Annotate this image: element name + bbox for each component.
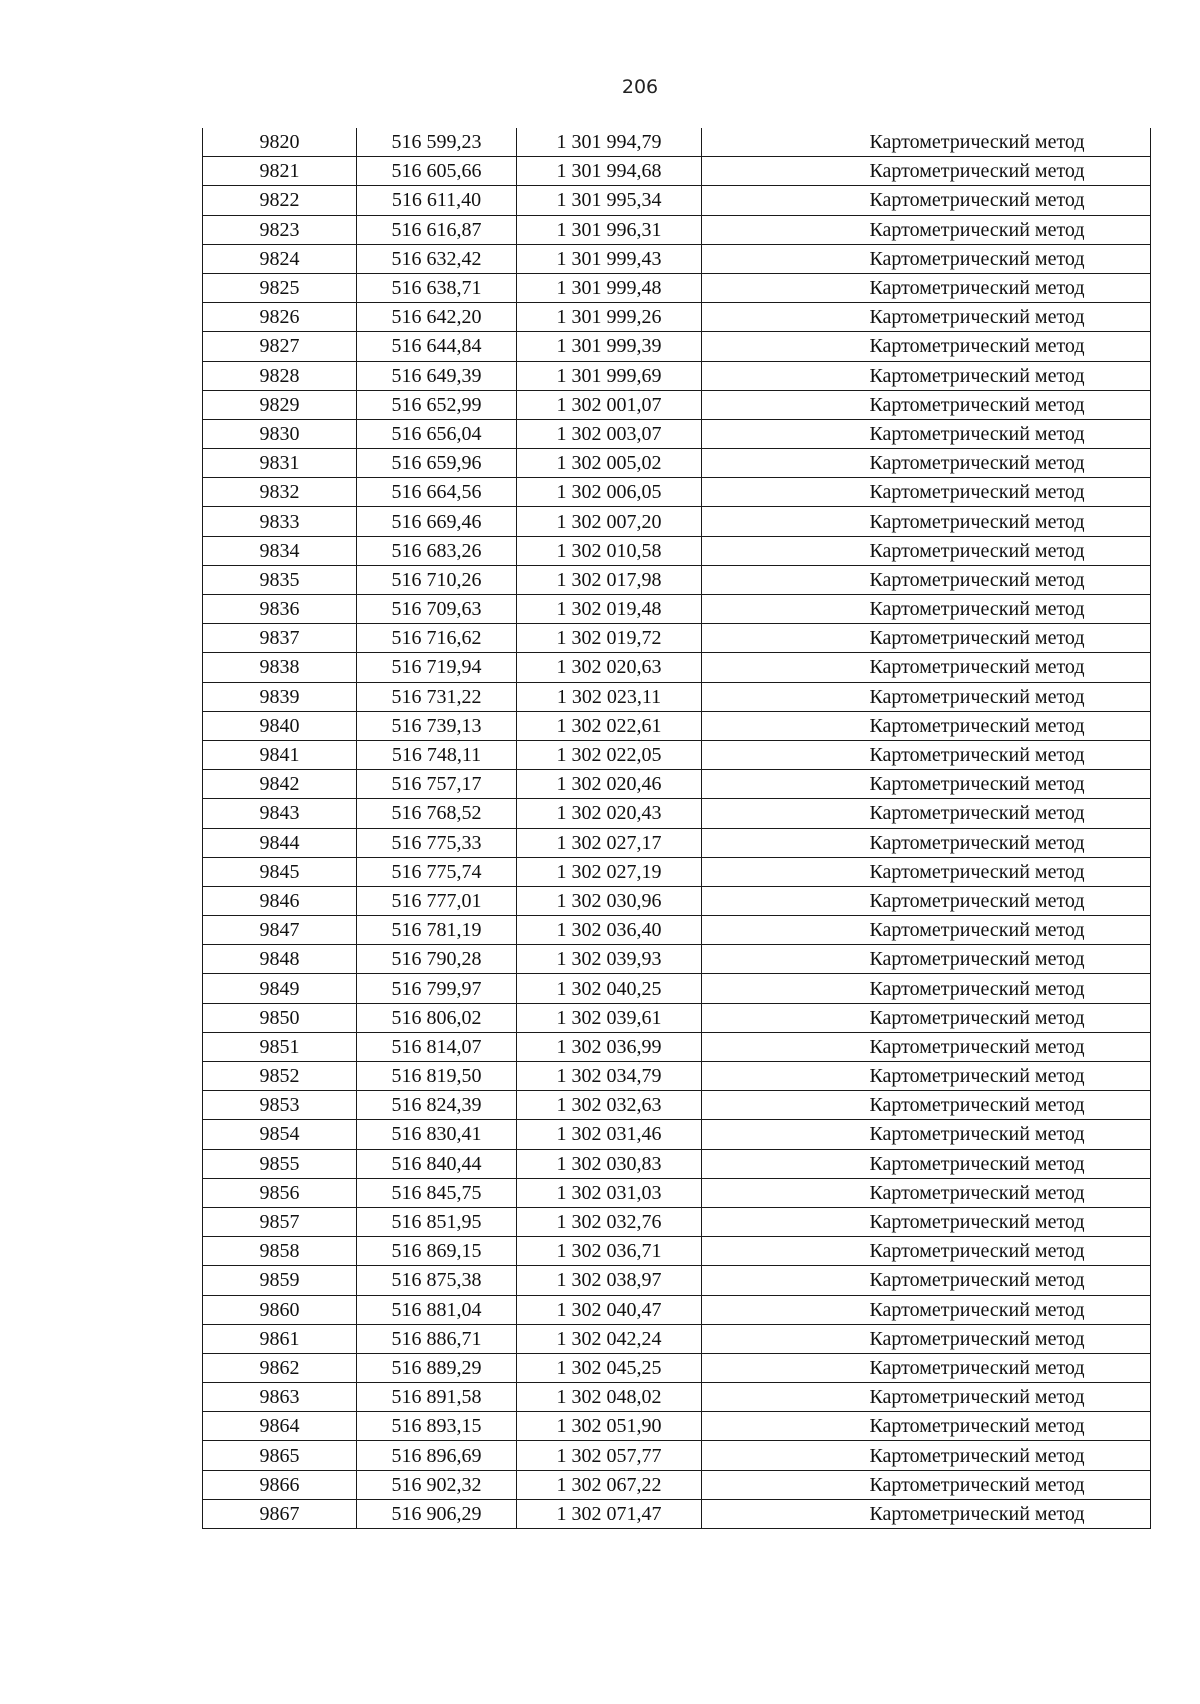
method-cell: Картометрический метод xyxy=(702,1120,1151,1149)
point-number-cell: 9833 xyxy=(203,507,357,536)
method-cell: Картометрический метод xyxy=(702,157,1151,186)
point-number-cell: 9828 xyxy=(203,361,357,390)
point-number-cell: 9843 xyxy=(203,799,357,828)
method-cell: Картометрический метод xyxy=(702,1324,1151,1353)
table-row xyxy=(203,1441,1151,1470)
x-coordinate-cell: 516 896,69 xyxy=(357,1441,517,1470)
method-cell: Картометрический метод xyxy=(702,1091,1151,1120)
table-row xyxy=(203,1412,1151,1441)
x-coordinate-cell: 516 605,66 xyxy=(357,157,517,186)
x-coordinate-cell: 516 851,95 xyxy=(357,1207,517,1236)
x-coordinate-cell: 516 611,40 xyxy=(357,186,517,215)
point-number-cell: 9835 xyxy=(203,565,357,594)
point-number-cell: 9861 xyxy=(203,1324,357,1353)
y-coordinate-cell: 1 301 999,26 xyxy=(517,303,702,332)
point-number-cell: 9848 xyxy=(203,945,357,974)
point-number-cell: 9830 xyxy=(203,419,357,448)
x-coordinate-cell: 516 830,41 xyxy=(357,1120,517,1149)
method-cell: Картометрический метод xyxy=(702,974,1151,1003)
method-cell: Картометрический метод xyxy=(702,186,1151,215)
y-coordinate-cell: 1 302 032,76 xyxy=(517,1207,702,1236)
y-coordinate-cell: 1 302 017,98 xyxy=(517,565,702,594)
point-number-cell: 9834 xyxy=(203,536,357,565)
table-row xyxy=(203,507,1151,536)
y-coordinate-cell: 1 302 031,03 xyxy=(517,1178,702,1207)
x-coordinate-cell: 516 799,97 xyxy=(357,974,517,1003)
x-coordinate-cell: 516 781,19 xyxy=(357,916,517,945)
x-coordinate-cell: 516 840,44 xyxy=(357,1149,517,1178)
point-number-cell: 9862 xyxy=(203,1353,357,1382)
table-row xyxy=(203,1353,1151,1382)
table-row xyxy=(203,390,1151,419)
y-coordinate-cell: 1 301 994,68 xyxy=(517,157,702,186)
y-coordinate-cell: 1 302 031,46 xyxy=(517,1120,702,1149)
point-number-cell: 9867 xyxy=(203,1499,357,1528)
x-coordinate-cell: 516 710,26 xyxy=(357,565,517,594)
y-coordinate-cell: 1 302 038,97 xyxy=(517,1266,702,1295)
table-row xyxy=(203,857,1151,886)
coordinates-table xyxy=(202,128,1151,1529)
point-number-cell: 9850 xyxy=(203,1003,357,1032)
x-coordinate-cell: 516 632,42 xyxy=(357,244,517,273)
point-number-cell: 9824 xyxy=(203,244,357,273)
y-coordinate-cell: 1 301 995,34 xyxy=(517,186,702,215)
x-coordinate-cell: 516 845,75 xyxy=(357,1178,517,1207)
x-coordinate-cell: 516 716,62 xyxy=(357,624,517,653)
method-cell: Картометрический метод xyxy=(702,449,1151,478)
method-cell: Картометрический метод xyxy=(702,1295,1151,1324)
point-number-cell: 9839 xyxy=(203,682,357,711)
method-cell: Картометрический метод xyxy=(702,390,1151,419)
method-cell: Картометрический метод xyxy=(702,624,1151,653)
method-cell: Картометрический метод xyxy=(702,1149,1151,1178)
y-coordinate-cell: 1 302 039,93 xyxy=(517,945,702,974)
y-coordinate-cell: 1 302 048,02 xyxy=(517,1383,702,1412)
table-row xyxy=(203,1499,1151,1528)
y-coordinate-cell: 1 302 023,11 xyxy=(517,682,702,711)
table-row xyxy=(203,1091,1151,1120)
method-cell: Картометрический метод xyxy=(702,682,1151,711)
table-row xyxy=(203,1383,1151,1412)
x-coordinate-cell: 516 709,63 xyxy=(357,595,517,624)
table-row xyxy=(203,1120,1151,1149)
x-coordinate-cell: 516 819,50 xyxy=(357,1062,517,1091)
point-number-cell: 9847 xyxy=(203,916,357,945)
x-coordinate-cell: 516 906,29 xyxy=(357,1499,517,1528)
table-row xyxy=(203,186,1151,215)
table-row xyxy=(203,1178,1151,1207)
point-number-cell: 9858 xyxy=(203,1237,357,1266)
y-coordinate-cell: 1 302 034,79 xyxy=(517,1062,702,1091)
method-cell: Картометрический метод xyxy=(702,1353,1151,1382)
table-row xyxy=(203,1266,1151,1295)
y-coordinate-cell: 1 302 057,77 xyxy=(517,1441,702,1470)
method-cell: Картометрический метод xyxy=(702,886,1151,915)
table-row xyxy=(203,478,1151,507)
table-row xyxy=(203,244,1151,273)
method-cell: Картометрический метод xyxy=(702,1237,1151,1266)
x-coordinate-cell: 516 731,22 xyxy=(357,682,517,711)
y-coordinate-cell: 1 302 036,99 xyxy=(517,1032,702,1061)
x-coordinate-cell: 516 649,39 xyxy=(357,361,517,390)
y-coordinate-cell: 1 302 042,24 xyxy=(517,1324,702,1353)
table-row xyxy=(203,740,1151,769)
method-cell: Картометрический метод xyxy=(702,536,1151,565)
point-number-cell: 9841 xyxy=(203,740,357,769)
x-coordinate-cell: 516 902,32 xyxy=(357,1470,517,1499)
y-coordinate-cell: 1 302 045,25 xyxy=(517,1353,702,1382)
method-cell: Картометрический метод xyxy=(702,1062,1151,1091)
point-number-cell: 9854 xyxy=(203,1120,357,1149)
y-coordinate-cell: 1 302 006,05 xyxy=(517,478,702,507)
x-coordinate-cell: 516 616,87 xyxy=(357,215,517,244)
x-coordinate-cell: 516 893,15 xyxy=(357,1412,517,1441)
table-row xyxy=(203,799,1151,828)
point-number-cell: 9820 xyxy=(203,128,357,157)
table-row xyxy=(203,886,1151,915)
y-coordinate-cell: 1 302 030,96 xyxy=(517,886,702,915)
y-coordinate-cell: 1 302 067,22 xyxy=(517,1470,702,1499)
x-coordinate-cell: 516 652,99 xyxy=(357,390,517,419)
x-coordinate-cell: 516 869,15 xyxy=(357,1237,517,1266)
y-coordinate-cell: 1 302 020,43 xyxy=(517,799,702,828)
point-number-cell: 9832 xyxy=(203,478,357,507)
point-number-cell: 9825 xyxy=(203,273,357,302)
table-row xyxy=(203,157,1151,186)
table-row xyxy=(203,682,1151,711)
method-cell: Картометрический метод xyxy=(702,711,1151,740)
point-number-cell: 9863 xyxy=(203,1383,357,1412)
table-row xyxy=(203,1237,1151,1266)
point-number-cell: 9857 xyxy=(203,1207,357,1236)
table-row xyxy=(203,1003,1151,1032)
method-cell: Картометрический метод xyxy=(702,1032,1151,1061)
y-coordinate-cell: 1 302 020,46 xyxy=(517,770,702,799)
x-coordinate-cell: 516 683,26 xyxy=(357,536,517,565)
method-cell: Картометрический метод xyxy=(702,361,1151,390)
y-coordinate-cell: 1 301 999,43 xyxy=(517,244,702,273)
x-coordinate-cell: 516 644,84 xyxy=(357,332,517,361)
table-row xyxy=(203,419,1151,448)
point-number-cell: 9840 xyxy=(203,711,357,740)
x-coordinate-cell: 516 664,56 xyxy=(357,478,517,507)
method-cell: Картометрический метод xyxy=(702,828,1151,857)
table-row xyxy=(203,1149,1151,1178)
table-row xyxy=(203,945,1151,974)
x-coordinate-cell: 516 775,33 xyxy=(357,828,517,857)
y-coordinate-cell: 1 302 020,63 xyxy=(517,653,702,682)
point-number-cell: 9827 xyxy=(203,332,357,361)
y-coordinate-cell: 1 302 027,17 xyxy=(517,828,702,857)
x-coordinate-cell: 516 656,04 xyxy=(357,419,517,448)
method-cell: Картометрический метод xyxy=(702,1412,1151,1441)
x-coordinate-cell: 516 775,74 xyxy=(357,857,517,886)
y-coordinate-cell: 1 302 071,47 xyxy=(517,1499,702,1528)
method-cell: Картометрический метод xyxy=(702,332,1151,361)
y-coordinate-cell: 1 301 994,79 xyxy=(517,128,702,157)
y-coordinate-cell: 1 302 022,61 xyxy=(517,711,702,740)
point-number-cell: 9838 xyxy=(203,653,357,682)
table-row xyxy=(203,711,1151,740)
method-cell: Картометрический метод xyxy=(702,303,1151,332)
y-coordinate-cell: 1 302 007,20 xyxy=(517,507,702,536)
table-row xyxy=(203,1295,1151,1324)
table-row xyxy=(203,565,1151,594)
table-row xyxy=(203,449,1151,478)
point-number-cell: 9849 xyxy=(203,974,357,1003)
point-number-cell: 9859 xyxy=(203,1266,357,1295)
method-cell: Картометрический метод xyxy=(702,215,1151,244)
y-coordinate-cell: 1 302 001,07 xyxy=(517,390,702,419)
y-coordinate-cell: 1 301 999,39 xyxy=(517,332,702,361)
method-cell: Картометрический метод xyxy=(702,478,1151,507)
x-coordinate-cell: 516 777,01 xyxy=(357,886,517,915)
method-cell: Картометрический метод xyxy=(702,1470,1151,1499)
table-row xyxy=(203,536,1151,565)
x-coordinate-cell: 516 886,71 xyxy=(357,1324,517,1353)
point-number-cell: 9852 xyxy=(203,1062,357,1091)
x-coordinate-cell: 516 748,11 xyxy=(357,740,517,769)
y-coordinate-cell: 1 302 032,63 xyxy=(517,1091,702,1120)
table-row xyxy=(203,828,1151,857)
table-row xyxy=(203,361,1151,390)
x-coordinate-cell: 516 739,13 xyxy=(357,711,517,740)
method-cell: Картометрический метод xyxy=(702,595,1151,624)
point-number-cell: 9831 xyxy=(203,449,357,478)
y-coordinate-cell: 1 302 039,61 xyxy=(517,1003,702,1032)
y-coordinate-cell: 1 302 051,90 xyxy=(517,1412,702,1441)
y-coordinate-cell: 1 302 040,25 xyxy=(517,974,702,1003)
point-number-cell: 9846 xyxy=(203,886,357,915)
method-cell: Картометрический метод xyxy=(702,244,1151,273)
method-cell: Картометрический метод xyxy=(702,770,1151,799)
x-coordinate-cell: 516 768,52 xyxy=(357,799,517,828)
point-number-cell: 9865 xyxy=(203,1441,357,1470)
y-coordinate-cell: 1 302 010,58 xyxy=(517,536,702,565)
table-row xyxy=(203,770,1151,799)
table-row xyxy=(203,128,1151,157)
point-number-cell: 9829 xyxy=(203,390,357,419)
point-number-cell: 9823 xyxy=(203,215,357,244)
table-row xyxy=(203,1062,1151,1091)
method-cell: Картометрический метод xyxy=(702,916,1151,945)
y-coordinate-cell: 1 302 022,05 xyxy=(517,740,702,769)
point-number-cell: 9826 xyxy=(203,303,357,332)
y-coordinate-cell: 1 301 999,48 xyxy=(517,273,702,302)
method-cell: Картометрический метод xyxy=(702,507,1151,536)
x-coordinate-cell: 516 891,58 xyxy=(357,1383,517,1412)
table-row xyxy=(203,974,1151,1003)
y-coordinate-cell: 1 301 996,31 xyxy=(517,215,702,244)
x-coordinate-cell: 516 790,28 xyxy=(357,945,517,974)
point-number-cell: 9855 xyxy=(203,1149,357,1178)
y-coordinate-cell: 1 302 003,07 xyxy=(517,419,702,448)
x-coordinate-cell: 516 638,71 xyxy=(357,273,517,302)
table-row xyxy=(203,653,1151,682)
table-row xyxy=(203,624,1151,653)
point-number-cell: 9853 xyxy=(203,1091,357,1120)
point-number-cell: 9860 xyxy=(203,1295,357,1324)
y-coordinate-cell: 1 302 019,48 xyxy=(517,595,702,624)
y-coordinate-cell: 1 302 005,02 xyxy=(517,449,702,478)
y-coordinate-cell: 1 302 040,47 xyxy=(517,1295,702,1324)
table-row xyxy=(203,916,1151,945)
x-coordinate-cell: 516 659,96 xyxy=(357,449,517,478)
method-cell: Картометрический метод xyxy=(702,799,1151,828)
x-coordinate-cell: 516 814,07 xyxy=(357,1032,517,1061)
point-number-cell: 9851 xyxy=(203,1032,357,1061)
method-cell: Картометрический метод xyxy=(702,1003,1151,1032)
table-row xyxy=(203,1207,1151,1236)
x-coordinate-cell: 516 599,23 xyxy=(357,128,517,157)
x-coordinate-cell: 516 806,02 xyxy=(357,1003,517,1032)
table-row xyxy=(203,303,1151,332)
table-row xyxy=(203,1032,1151,1061)
method-cell: Картометрический метод xyxy=(702,1499,1151,1528)
table-row xyxy=(203,595,1151,624)
x-coordinate-cell: 516 642,20 xyxy=(357,303,517,332)
y-coordinate-cell: 1 302 019,72 xyxy=(517,624,702,653)
y-coordinate-cell: 1 302 027,19 xyxy=(517,857,702,886)
method-cell: Картометрический метод xyxy=(702,565,1151,594)
y-coordinate-cell: 1 302 036,40 xyxy=(517,916,702,945)
method-cell: Картометрический метод xyxy=(702,273,1151,302)
point-number-cell: 9822 xyxy=(203,186,357,215)
x-coordinate-cell: 516 889,29 xyxy=(357,1353,517,1382)
method-cell: Картометрический метод xyxy=(702,857,1151,886)
method-cell: Картометрический метод xyxy=(702,128,1151,157)
point-number-cell: 9836 xyxy=(203,595,357,624)
coordinates-table-body xyxy=(203,128,1151,1529)
method-cell: Картометрический метод xyxy=(702,1266,1151,1295)
x-coordinate-cell: 516 881,04 xyxy=(357,1295,517,1324)
point-number-cell: 9864 xyxy=(203,1412,357,1441)
y-coordinate-cell: 1 302 036,71 xyxy=(517,1237,702,1266)
table-row xyxy=(203,215,1151,244)
point-number-cell: 9866 xyxy=(203,1470,357,1499)
method-cell: Картометрический метод xyxy=(702,1441,1151,1470)
y-coordinate-cell: 1 301 999,69 xyxy=(517,361,702,390)
x-coordinate-cell: 516 719,94 xyxy=(357,653,517,682)
method-cell: Картометрический метод xyxy=(702,1207,1151,1236)
point-number-cell: 9837 xyxy=(203,624,357,653)
point-number-cell: 9842 xyxy=(203,770,357,799)
page-number: 206 xyxy=(621,76,659,98)
method-cell: Картометрический метод xyxy=(702,419,1151,448)
method-cell: Картометрический метод xyxy=(702,1383,1151,1412)
table-row xyxy=(203,1470,1151,1499)
table-row xyxy=(203,332,1151,361)
method-cell: Картометрический метод xyxy=(702,1178,1151,1207)
table-row xyxy=(203,273,1151,302)
method-cell: Картометрический метод xyxy=(702,740,1151,769)
point-number-cell: 9821 xyxy=(203,157,357,186)
point-number-cell: 9856 xyxy=(203,1178,357,1207)
x-coordinate-cell: 516 757,17 xyxy=(357,770,517,799)
point-number-cell: 9844 xyxy=(203,828,357,857)
y-coordinate-cell: 1 302 030,83 xyxy=(517,1149,702,1178)
x-coordinate-cell: 516 875,38 xyxy=(357,1266,517,1295)
method-cell: Картометрический метод xyxy=(702,945,1151,974)
table-row xyxy=(203,1324,1151,1353)
point-number-cell: 9845 xyxy=(203,857,357,886)
method-cell: Картометрический метод xyxy=(702,653,1151,682)
x-coordinate-cell: 516 669,46 xyxy=(357,507,517,536)
x-coordinate-cell: 516 824,39 xyxy=(357,1091,517,1120)
